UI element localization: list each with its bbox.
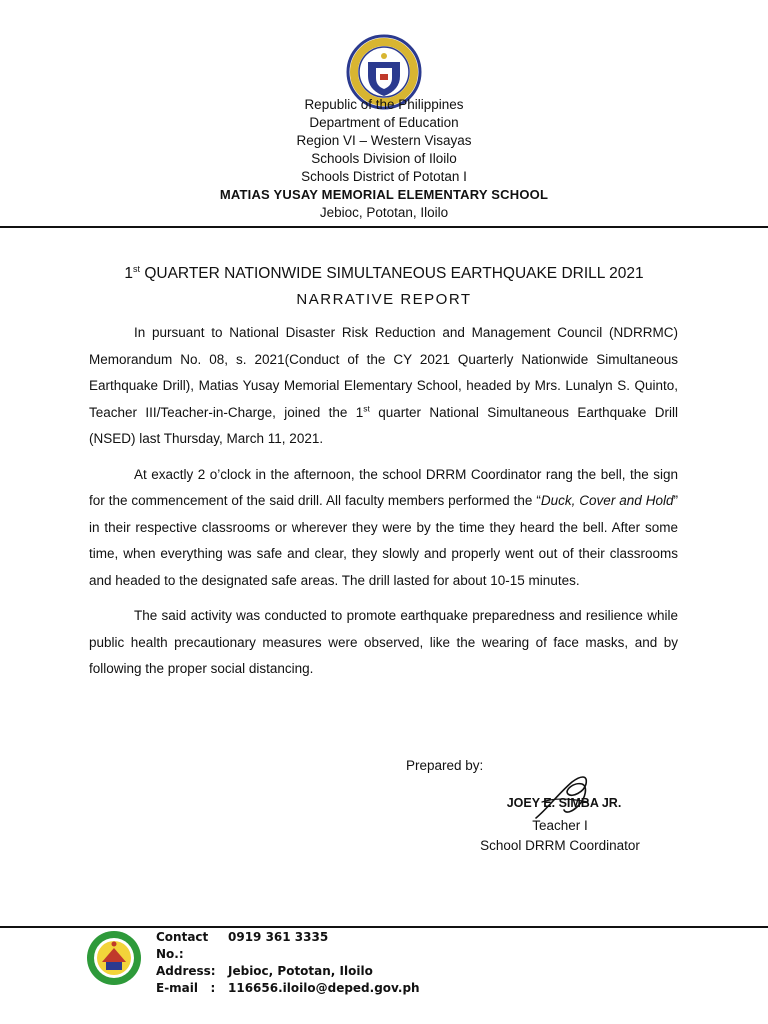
signer-name: JOEY E. SIMBA JR. [506, 796, 622, 810]
header-line-division: Schools Division of Iloilo [311, 151, 457, 166]
header-line-republic: Republic of the Philippines [304, 97, 464, 112]
title-ordinal-suffix: st [133, 264, 141, 274]
signer-position: Teacher I [532, 818, 588, 833]
header-line-department: Department of Education [309, 115, 459, 130]
header-line-district: Schools District of Pototan I [301, 169, 467, 184]
footer-email-row [156, 980, 420, 997]
title-ordinal: 1 [124, 265, 134, 283]
school-logo [86, 930, 142, 986]
paragraph-1-text-b: quarter National Simultaneous Earthquake Drill (NSED) last Thursday, March 11, 2021. [89, 404, 678, 446]
title-text: QUARTER NATIONWIDE SIMULTANEOUS EARTHQUAKE DRILL 2021 [140, 265, 644, 283]
school-address: Jebioc, Pototan, Iloilo [319, 205, 449, 220]
footer-divider [0, 926, 768, 928]
paragraph-1-text-a: In pursuant to National Disaster Risk Reduction and Management Council (NDRRMC) Memorandum No. 08, s. 2021(Conduct of the CY 2021 Quarterly Nationwide Simultaneous Earthquake Drill), Matias Yusay Memorial Elementary School, headed by Mrs. Lunalyn S. Quinto, Teacher III/Teacher-in-Charge, joined the 1 [89, 325, 678, 420]
footer-contact-row [156, 929, 420, 963]
paragraph-2-emphasis: Duck, Cover and Hold [540, 493, 674, 508]
address-label: Address: [156, 964, 216, 978]
paragraph-2 [89, 462, 678, 595]
header-line-region: Region VI – Western Visayas [296, 133, 472, 148]
letterhead [0, 96, 768, 222]
paragraph-2-text-a: At exactly 2 o’clock in the afternoon, the school DRRM Coordinator rang the bell, the sign for the commencement of the said drill. All faculty members performed the “ [89, 466, 678, 508]
contact-label: Contact No.: [156, 930, 209, 961]
signer-role: School DRRM Coordinator [480, 838, 640, 853]
report-title [0, 258, 768, 285]
email-label: E-mail : [156, 981, 216, 995]
report-subtitle: NARRATIVE REPORT [296, 291, 472, 308]
address-value: Jebioc, Pototan, Iloilo [228, 964, 373, 978]
paragraph-1-sup: st [363, 403, 370, 413]
header-divider [0, 226, 768, 228]
paragraph-2-text-b: ” in their respective classrooms or wherever they were by the time they heard the bell. After some time, when everything was safe and clear, they slowly and properly went out of their classrooms and headed to the designated safe areas. The drill lasted for about 10-15 minutes. [89, 493, 679, 588]
report-body [89, 320, 678, 692]
paragraph-1 [89, 320, 678, 453]
footer-contact [156, 929, 420, 997]
prepared-by-label: Prepared by: [406, 758, 484, 773]
footer-address-row [156, 963, 420, 980]
paragraph-3: The said activity was conducted to promote earthquake preparedness and resilience while public health precautionary measures were observed, like the wearing of face masks, and by following the proper social distancing. [89, 608, 678, 676]
email-value: 116656.iloilo@deped.gov.ph [228, 981, 420, 995]
signer-position-block [460, 816, 660, 856]
school-name: MATIAS YUSAY MEMORIAL ELEMENTARY SCHOOL [219, 187, 549, 202]
contact-number: 0919 361 3335 [228, 930, 329, 944]
